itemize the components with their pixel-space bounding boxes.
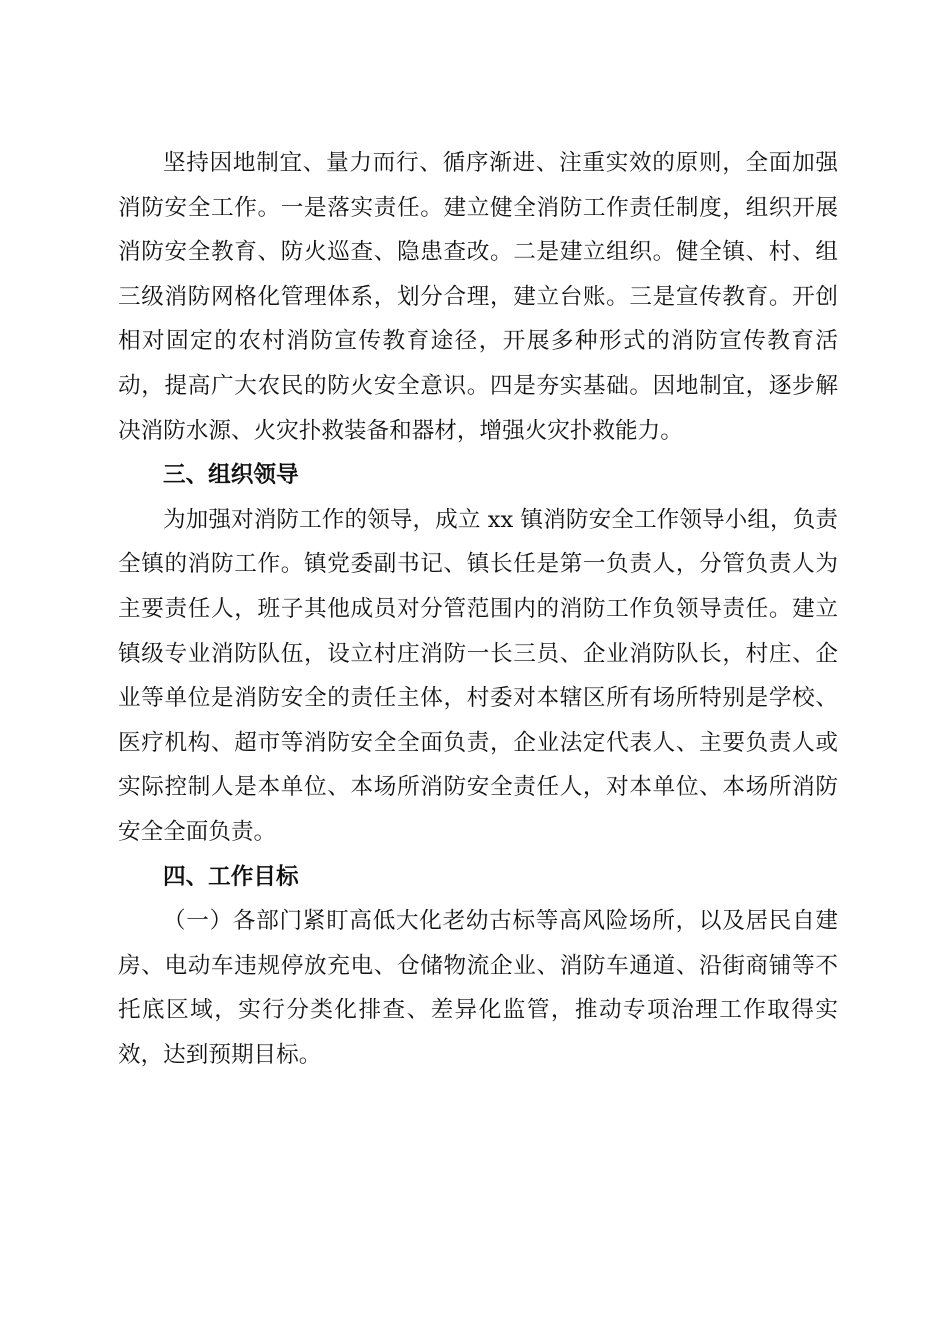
paragraph-organization: 为加强对消防工作的领导，成立 xx 镇消防安全工作领导小组，负责全镇的消防工作。镇党委副书记、镇长任是第一负责人，分管负责人为主要责任人，班子其他成员对分管范围内的消防工作负领导责任。建立镇级专业消防队伍，设立村庄消防一长三员、企业消防队长，村庄、企业等单位是消防安全的责任主体，村委对本辖区所有场所特别是学校、医疗机构、超市等消防安全全面负责，企业法定代表人、主要负责人或实际控制人是本单位、本场所消防安全责任人，对本单位、本场所消防安全全面负责。: [118, 506, 838, 845]
section-heading-goals: 四、工作目标: [163, 863, 299, 890]
paragraph-goals: （一）各部门紧盯高低大化老幼古标等高风险场所，以及居民自建房、电动车违规停放充电、仓储物流企业、消防车通道、沿街商铺等不托底区域，实行分类化排查、差异化监管，推动专项治理工作取得实效，达到预期目标。: [118, 908, 838, 1068]
paragraph-principles: 坚持因地制宜、量力而行、循序渐进、注重实效的原则，全面加强消防安全工作。一是落实责任。建立健全消防工作责任制度，组织开展消防安全教育、防火巡查、隐患查改。二是建立组织。健全镇、村、组三级消防网格化管理体系，划分合理，建立台账。三是宣传教育。开创相对固定的农村消防宣传教育途径，开展多种形式的消防宣传教育活动，提高广大农民的防火安全意识。四是夯实基础。因地制宜，逐步解决消防水源、火灾扑救装备和器材，增强火灾扑救能力。: [118, 150, 838, 444]
document-body: [118, 141, 838, 1077]
section-heading-organization: 三、组织领导: [163, 462, 299, 489]
